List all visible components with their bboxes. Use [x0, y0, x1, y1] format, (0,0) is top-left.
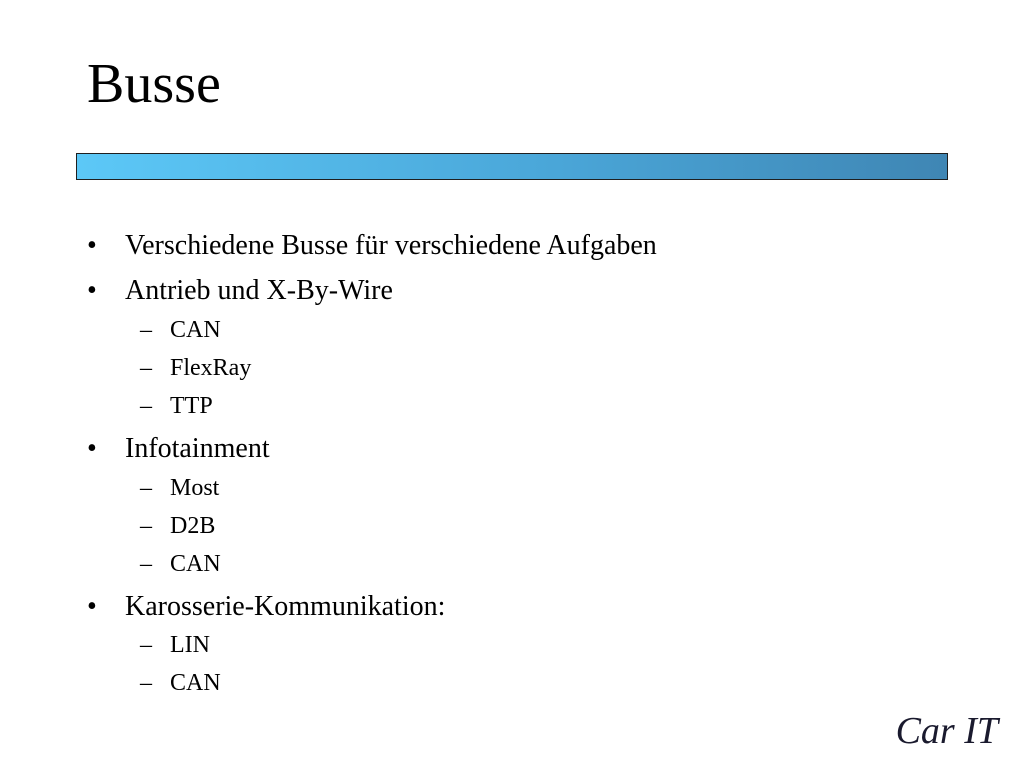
bullet-text: Antrieb und X-By-Wire	[125, 275, 393, 306]
sub-bullet-item	[140, 630, 210, 660]
sub-bullet-item	[140, 353, 251, 383]
bullet-item	[87, 229, 657, 263]
sub-bullet-text: CAN	[170, 317, 221, 343]
bullet-marker: •	[87, 433, 97, 464]
sub-bullet-text: Most	[170, 475, 220, 501]
sub-bullet-text: FlexRay	[170, 355, 252, 381]
sub-bullet-item	[140, 549, 221, 579]
sub-bullet-text: CAN	[170, 551, 221, 577]
sub-bullet-marker: –	[140, 475, 152, 501]
sub-bullet-text: LIN	[170, 632, 210, 658]
sub-bullet-text: TTP	[170, 393, 213, 419]
sub-bullet-item	[140, 391, 213, 421]
bullet-marker: •	[87, 591, 97, 622]
sub-bullet-marker: –	[140, 393, 152, 419]
bullet-text: Infotainment	[125, 433, 270, 464]
footer-label: Car IT	[895, 710, 998, 752]
bullet-item	[87, 590, 445, 624]
bullet-item	[87, 274, 393, 308]
sub-bullet-item	[140, 668, 221, 698]
bullet-item	[87, 432, 270, 466]
sub-bullet-marker: –	[140, 632, 152, 658]
sub-bullet-marker: –	[140, 670, 152, 696]
bullet-marker: •	[87, 275, 97, 306]
sub-bullet-text: D2B	[170, 513, 216, 539]
sub-bullet-text: CAN	[170, 670, 221, 696]
sub-bullet-marker: –	[140, 551, 152, 577]
bullet-text: Verschiedene Busse für verschiedene Aufgaben	[125, 230, 657, 261]
sub-bullet-marker: –	[140, 317, 152, 343]
sub-bullet-item	[140, 315, 221, 345]
sub-bullet-marker: –	[140, 513, 152, 539]
slide-title: Busse	[87, 53, 221, 115]
sub-bullet-item	[140, 511, 215, 541]
bullet-text: Karosserie-Kommunikation:	[125, 591, 446, 622]
sub-bullet-marker: –	[140, 355, 152, 381]
sub-bullet-item	[140, 473, 219, 503]
bullet-marker: •	[87, 230, 97, 261]
